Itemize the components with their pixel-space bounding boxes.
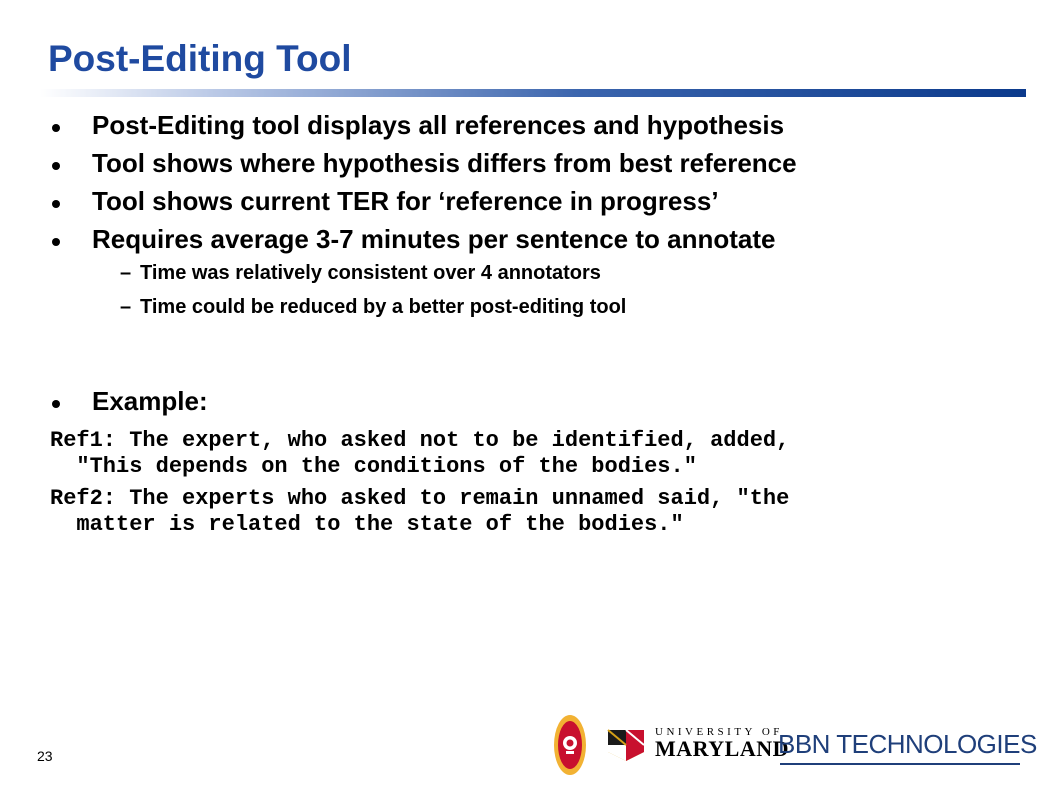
sub-bullet-text: Time was relatively consistent over 4 annotators: [140, 262, 601, 284]
ref1-text: Ref1: The expert, who asked not to be identified, added, "This depends on the conditions of the bodies.": [50, 428, 790, 479]
bullet-item: [52, 110, 1002, 140]
bullet-text: Tool shows where hypothesis differs from best reference: [92, 148, 797, 178]
bullet-text: Post-Editing tool displays all references and hypothesis: [92, 110, 785, 140]
example-label: Example:: [92, 386, 208, 416]
bullet-dot-icon: [52, 200, 60, 208]
bullet-item: [52, 148, 1002, 178]
maryland-flag-icon: [604, 728, 648, 762]
sub-bullet-dash: –: [120, 262, 132, 284]
sub-bullet-dash: –: [120, 296, 132, 318]
bullet-item: [52, 186, 1002, 216]
bullet-text: Tool shows current TER for ‘reference in progress’: [92, 186, 719, 216]
bbn-logo-underline: [780, 763, 1020, 765]
bullet-dot-icon: [52, 400, 60, 408]
bullet-dot-icon: [52, 238, 60, 246]
bullet-text: Requires average 3-7 minutes per sentence to annotate: [92, 224, 776, 254]
page-number: 23: [37, 748, 53, 764]
slide-title: Post-Editing Tool: [48, 38, 352, 79]
bullet-dot-icon: [52, 124, 60, 132]
bbn-technologies-logo: BBN TECHNOLOGIES: [778, 729, 1037, 759]
sub-bullet-item: [120, 262, 920, 286]
umd-maryland: MARYLAND: [655, 736, 789, 761]
ohio-state-seal-icon: [552, 713, 588, 777]
example-bullet: [52, 386, 452, 416]
bullet-dot-icon: [52, 162, 60, 170]
umd-university-of: UNIVERSITY OF: [655, 726, 783, 738]
sub-bullet-text: Time could be reduced by a better post-editing tool: [140, 296, 627, 318]
title-underline-bar: [40, 89, 1026, 97]
ref2-text: Ref2: The experts who asked to remain unnamed said, "the matter is related to the state of the bodies.": [50, 486, 790, 537]
umd-logo-text: [655, 726, 789, 762]
sub-bullet-item: [120, 296, 920, 320]
bullet-item: [52, 224, 1002, 254]
